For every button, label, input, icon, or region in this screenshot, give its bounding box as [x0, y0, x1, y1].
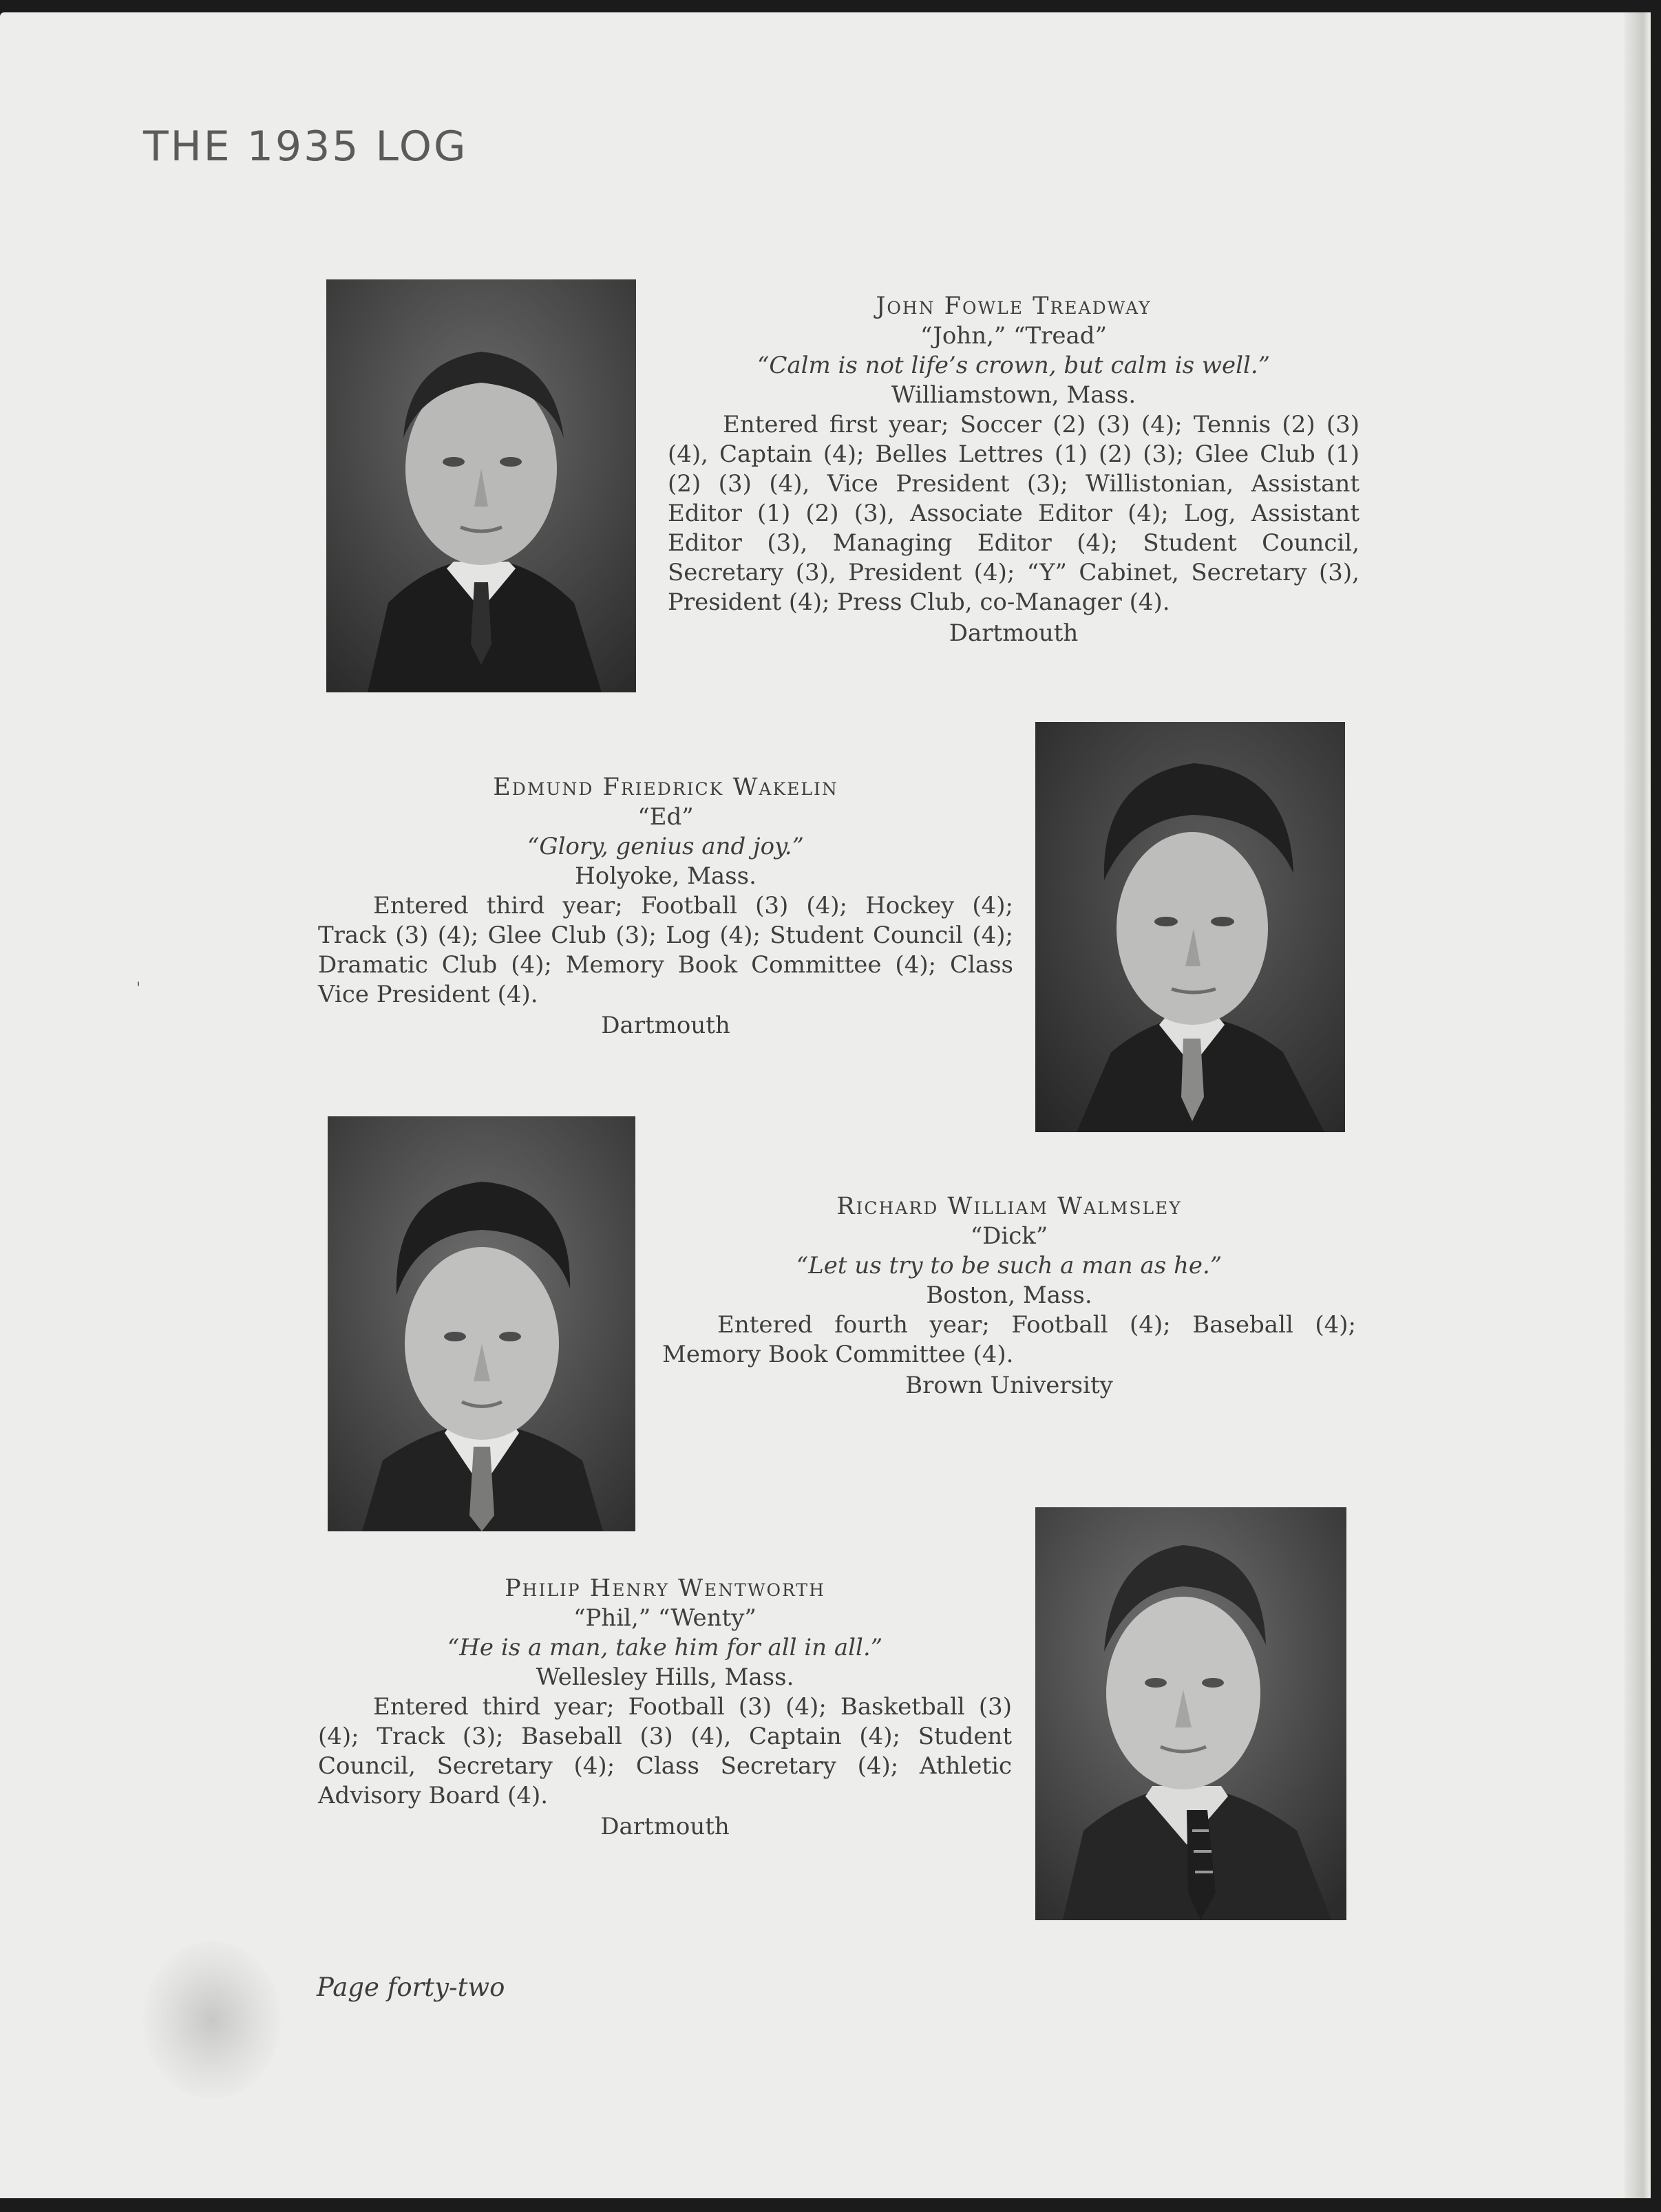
portrait-photo-treadway	[326, 279, 636, 692]
student-hometown: Boston, Mass.	[926, 1282, 1092, 1309]
page-header: THE 1935 LOG	[143, 123, 468, 171]
stray-mark: '	[136, 980, 141, 997]
portrait-icon	[1035, 1507, 1346, 1920]
student-name: Philip Henry Wentworth	[505, 1575, 825, 1602]
page-number: Page forty-two	[317, 1972, 505, 2002]
student-college: Dartmouth	[949, 619, 1079, 647]
entry-wakelin	[318, 773, 1013, 1041]
student-college: Brown University	[905, 1372, 1113, 1399]
student-hometown: Williamstown, Mass.	[891, 381, 1136, 409]
entry-treadway	[668, 292, 1360, 648]
portrait-icon	[326, 279, 636, 692]
student-nickname: “John,” “Tread”	[920, 322, 1107, 350]
student-name: Richard William Walmsley	[836, 1193, 1182, 1220]
portrait-photo-wentworth	[1035, 1507, 1346, 1920]
student-record: Entered first year; Soccer (2) (3) (4); Tennis (2) (3) (4), Captain (4); Belles Lettres (1) (2) (3); Glee Club (1) (2) (3) (4), Vice President (3); Willistonian, Assistant Editor (1) (2) (3), Associate Editor (4); Log, Assistant Editor (3), Managing Editor (4); Student Council, Secretary (3), President (4); “Y” Cabinet, Secretary (3), President (4); Press Club, co-Manager (4).	[668, 411, 1360, 616]
portrait-icon	[1035, 722, 1345, 1132]
fingerprint-smudge	[143, 1941, 281, 2099]
student-college: Dartmouth	[600, 1813, 730, 1840]
student-name: Edmund Friedrick Wakelin	[493, 774, 838, 801]
student-nickname: “Ed”	[637, 803, 694, 831]
portrait-icon	[328, 1116, 635, 1531]
student-hometown: Wellesley Hills, Mass.	[536, 1663, 794, 1691]
student-nickname: “Phil,” “Wenty”	[573, 1604, 757, 1632]
portrait-photo-walmsley	[328, 1116, 635, 1531]
entry-wentworth	[318, 1574, 1012, 1842]
student-hometown: Holyoke, Mass.	[575, 862, 757, 890]
student-name: John Fowle Treadway	[876, 293, 1152, 320]
binding-edge	[1625, 12, 1651, 2198]
student-nickname: “Dick”	[970, 1222, 1048, 1250]
entry-walmsley	[662, 1192, 1356, 1401]
student-college: Dartmouth	[601, 1012, 730, 1039]
student-record: Entered third year; Football (3) (4); Basketball (3) (4); Track (3); Baseball (3) (4), Captain (4); Student Council, Secretary (4); Class Secretary (4); Athletic Advisory Board (4).	[318, 1693, 1012, 1809]
student-record: Entered fourth year; Football (4); Baseball (4); Memory Book Committee (4).	[662, 1311, 1356, 1368]
portrait-photo-wakelin	[1035, 722, 1345, 1132]
student-quote: “Let us try to be such a man as he.”	[796, 1252, 1223, 1279]
student-record: Entered third year; Football (3) (4); Hockey (4); Track (3) (4); Glee Club (3); Log (4); Student Council (4); Dramatic Club (4); Memory Book Committee (4); Class Vice President (4).	[318, 892, 1013, 1008]
student-quote: “He is a man, take him for all in all.”	[447, 1634, 883, 1661]
student-quote: “Calm is not life’s crown, but calm is well.”	[757, 352, 1271, 379]
student-quote: “Glory, genius and joy.”	[527, 833, 804, 860]
